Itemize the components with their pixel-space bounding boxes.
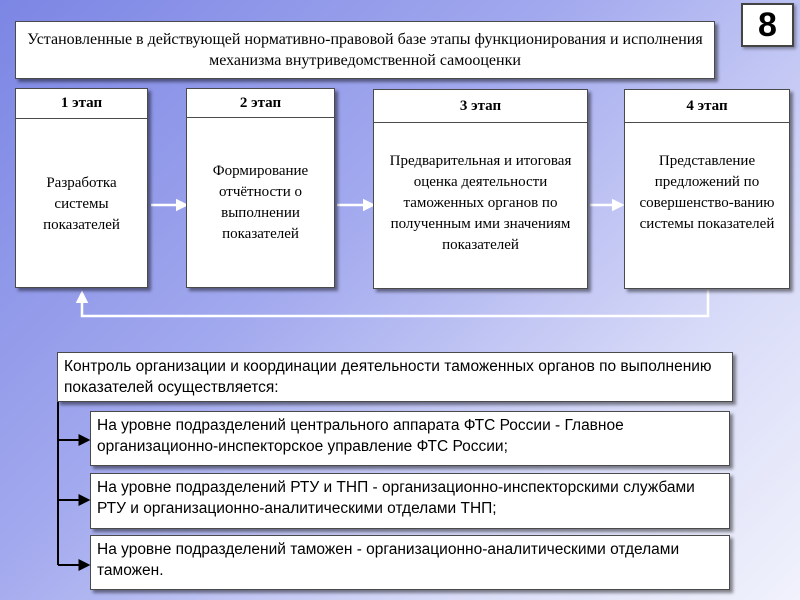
stage-3-box — [373, 89, 588, 289]
stage-4-text: Представление предложений по совершенство-ванию системы показателей — [639, 153, 775, 232]
control-level-1-text: На уровне подразделений центрального аппарата ФТС России - Главное организационно-инспекторское управление ФТС России; — [97, 417, 624, 455]
stage-2-box — [186, 88, 335, 288]
diagram-title-text: Установленные в действующей нормативно-правовой базе этапы функционирования и исполнения механизма внутриведомственной самооценки — [27, 31, 703, 69]
control-level-2-text: На уровне подразделений РТУ и ТНП - организационно-инспекторскими службами РТУ и организационно-аналитическими отделами ТНП; — [97, 479, 695, 517]
stage-1-text: Разработка системы показателей — [43, 174, 120, 233]
stage-4-box — [624, 89, 790, 289]
stage-1-box — [15, 88, 148, 288]
control-heading-text: Контроль организации и координации деятельности таможенных органов по выполнению показателей осуществляется: — [64, 358, 712, 396]
diagram-title — [15, 21, 715, 79]
stage-3-label: 3 этап — [374, 90, 587, 123]
control-level-3-text: На уровне подразделений таможен - организационно-аналитическими отделами таможен. — [97, 541, 680, 579]
control-level-2-box — [90, 473, 730, 529]
stage-3-text: Предварительная и итоговая оценка деятельности таможенных органов по полученным ими значениям показателей — [389, 152, 572, 253]
control-level-1-box — [90, 411, 730, 466]
stage-2-text: Формирование отчётности о выполнении показателей — [212, 163, 309, 242]
slide-number-badge — [741, 3, 794, 47]
feedback-loop-arrow — [82, 290, 708, 316]
stage-2-label: 2 этап — [187, 89, 334, 118]
stage-4-label: 4 этап — [625, 90, 789, 123]
control-heading-box — [57, 352, 733, 402]
control-level-3-box — [90, 535, 730, 590]
slide-number: 8 — [758, 5, 777, 44]
stage-1-label: 1 этап — [16, 89, 147, 119]
